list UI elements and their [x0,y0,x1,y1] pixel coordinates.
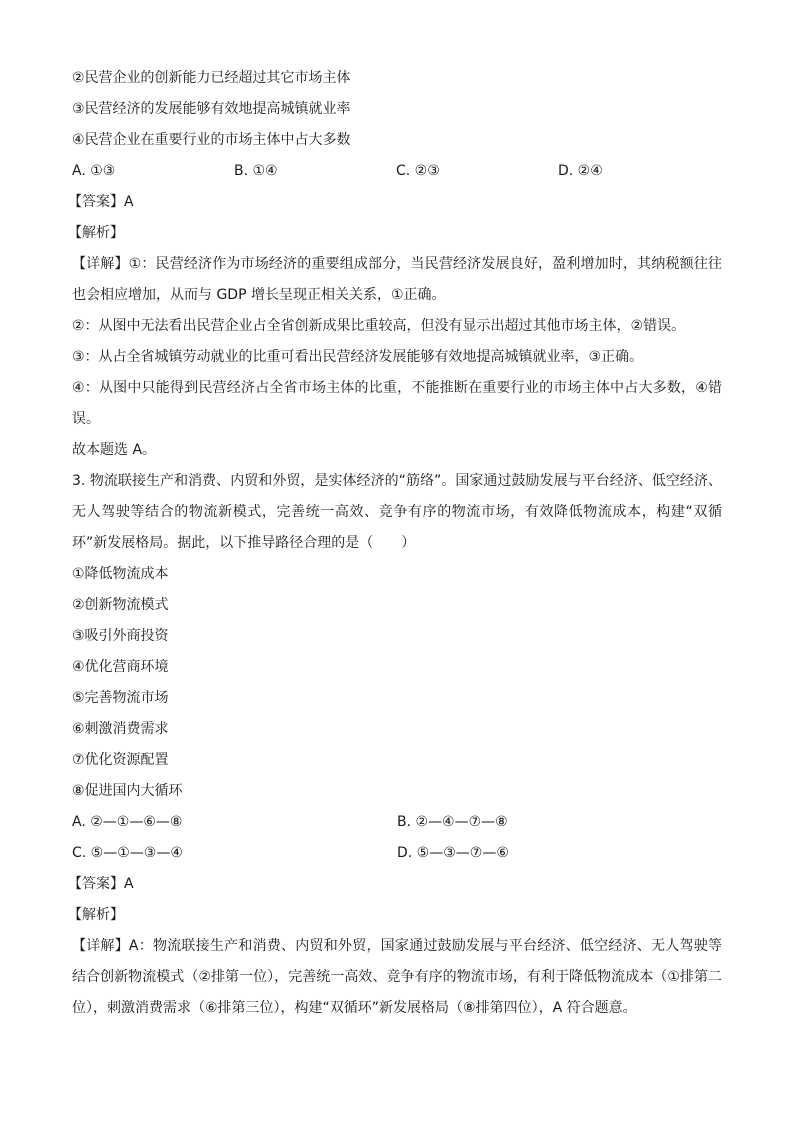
q3-option-b: B. ②—④—⑦—⑧ [397,814,508,830]
q2-detail-1: 【详解】①：民营经济作为市场经济的重要组成部分，当民营经济发展良好，盈利增加时，其纳税额往往也会相应增加，从而与 GDP 增长呈现正相关关系，①正确。 [72,256,722,303]
q2-statement-2: ②民营企业的创新能力已经超过其它市场主体 [72,70,351,86]
q3-item-5: ⑤完善物流市场 [72,690,169,706]
q2-detail-3: ③：从占全省城镇劳动就业的比重可看出民营经济发展能够有效地提高城镇就业率，③正确。 [72,349,644,365]
q2-option-b: B. ①④ [234,163,278,179]
q3-item-4: ④优化营商环境 [72,659,169,675]
q2-option-d: D. ②④ [558,163,603,179]
q3-stem: 3. 物流联接生产和消费、内贸和外贸，是实体经济的“筋络”。国家通过鼓励发展与平台经济、低空经济、无人驾驶等结合的物流新模式，完善统一高效、竞争有序的物流市场，有效降低物流成本，构建“双循环”新发展格局。据此，以下推导路径合理的是（ ） [72,473,722,551]
q3-item-6: ⑥刺激消费需求 [72,721,169,737]
q3-item-2: ②创新物流模式 [72,597,169,613]
q3-options-row-2 [72,838,722,869]
q2-option-a: A. ①③ [72,163,116,179]
q2-conclusion: 故本题选 A。 [72,442,157,458]
q2-detail-4: ④：从图中只能得到民营经济占全省市场主体的比重，不能推断在重要行业的市场主体中占大多数，④错误。 [72,380,722,427]
q3-item-8: ⑧促进国内大循环 [72,783,183,799]
q2-analysis-label: 【解析】 [68,225,124,241]
q3-option-c: C. ⑤—①—③—④ [72,845,183,861]
q2-answer: 【答案】A [68,194,134,210]
q2-statement-3: ③民营经济的发展能够有效地提高城镇就业率 [72,101,351,117]
q3-item-3: ③吸引外商投资 [72,628,169,644]
q3-item-7: ⑦优化资源配置 [72,752,169,768]
q3-options-row-1 [72,807,722,838]
q2-detail-2: ②：从图中无法看出民营企业占全省创新成果比重较高，但没有显示出超过其他市场主体，②错误。 [72,318,686,334]
q2-option-c: C. ②③ [396,163,440,179]
q3-analysis-label: 【解析】 [68,907,124,923]
q3-option-a: A. ②—①—⑥—⑧ [72,814,183,830]
q3-item-1: ①降低物流成本 [72,566,169,582]
q3-answer: 【答案】A [68,876,134,892]
q2-statement-4: ④民营企业在重要行业的市场主体中占大多数 [72,132,351,148]
q3-option-d: D. ⑤—③—⑦—⑥ [397,845,509,861]
q2-options [72,156,722,187]
q3-detail: 【详解】A：物流联接生产和消费、内贸和外贸，国家通过鼓励发展与平台经济、低空经济、无人驾驶等结合创新物流模式（②排第一位），完善统一高效、竞争有序的物流市场，有利于降低物流成本（①排第二位），刺激消费需求（⑥排第三位），构建“双循环”新发展格局（⑧排第四位），A 符合题意。 [72,938,722,1016]
